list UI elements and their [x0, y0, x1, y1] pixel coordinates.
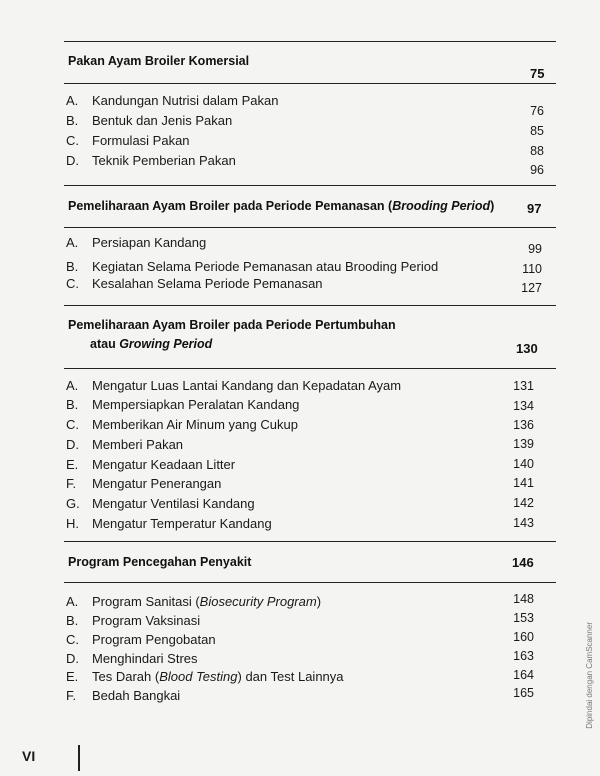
- section-rule: [64, 185, 556, 186]
- entry-page-number: 96: [530, 163, 544, 177]
- chapter-page-number: 97: [527, 201, 542, 216]
- toc-entry: B. Bentuk dan Jenis Pakan: [66, 113, 233, 128]
- chapter-page-number: 75: [530, 66, 545, 81]
- toc-entry: H. Mengatur Temperatur Kandang: [66, 516, 272, 531]
- entry-page-number: 163: [513, 649, 534, 663]
- entry-page-number: 136: [513, 418, 534, 432]
- toc-entry: A. Persiapan Kandang: [66, 235, 207, 250]
- toc-entry: C. Memberikan Air Minum yang Cukup: [66, 417, 298, 432]
- entry-page-number: 165: [513, 686, 534, 700]
- entry-page-number: 142: [513, 496, 534, 510]
- entry-page-number: 153: [513, 611, 534, 625]
- toc-entry: C. Kesalahan Selama Periode Pemanasan: [66, 276, 323, 291]
- entry-page-number: 143: [513, 516, 534, 530]
- toc-entry: F. Bedah Bangkai: [66, 688, 181, 703]
- folio-divider: [78, 745, 80, 771]
- entry-page-number: 139: [513, 437, 534, 451]
- toc-entry: C. Formulasi Pakan: [66, 133, 190, 148]
- toc-entry: A. Kandungan Nutrisi dalam Pakan: [66, 93, 279, 108]
- toc-entry: D. Memberi Pakan: [66, 437, 184, 452]
- chapter-title: Pemeliharaan Ayam Broiler pada Periode Pemanasan (Brooding Period): [68, 199, 495, 213]
- chapter-page-number: 130: [516, 341, 538, 356]
- section-rule: [64, 41, 556, 42]
- entry-page-number: 148: [513, 592, 534, 606]
- section-rule: [64, 227, 556, 228]
- toc-entry: B. Mempersiapkan Peralatan Kandang: [66, 397, 300, 412]
- section-rule: [64, 305, 556, 306]
- entry-page-number: 127: [521, 281, 542, 295]
- entry-page-number: 134: [513, 399, 534, 413]
- entry-page-number: 99: [528, 242, 542, 256]
- toc-entry: D. Menghindari Stres: [66, 651, 198, 666]
- entry-page-number: 164: [513, 668, 534, 682]
- chapter-title-line2: atau Growing Period: [90, 337, 213, 351]
- toc-entry: A. Program Sanitasi (Biosecurity Program): [66, 594, 322, 609]
- toc-entry: E. Tes Darah (Blood Testing) dan Test Lainnya: [66, 669, 344, 684]
- toc-entry: D. Teknik Pemberian Pakan: [66, 153, 236, 168]
- entry-page-number: 141: [513, 476, 534, 490]
- entry-page-number: 85: [530, 124, 544, 138]
- toc-entry: B. Kegiatan Selama Periode Pemanasan atau Brooding Period: [66, 259, 439, 274]
- scanner-watermark: Dipindai dengan CamScanner: [585, 622, 594, 729]
- chapter-page-number: 146: [512, 555, 534, 570]
- toc-entry: F. Mengatur Penerangan: [66, 476, 222, 491]
- toc-entry: B. Program Vaksinasi: [66, 613, 201, 628]
- toc-entry: A. Mengatur Luas Lantai Kandang dan Kepadatan Ayam: [66, 378, 402, 393]
- page-folio: VI: [22, 748, 36, 764]
- chapter-title: Pemeliharaan Ayam Broiler pada Periode Pertumbuhan: [68, 318, 396, 332]
- entry-page-number: 110: [522, 262, 542, 276]
- toc-entry: C. Program Pengobatan: [66, 632, 216, 647]
- section-rule: [64, 541, 556, 542]
- entry-page-number: 76: [530, 104, 544, 118]
- section-rule: [64, 83, 556, 84]
- entry-page-number: 160: [513, 630, 534, 644]
- toc-entry: G. Mengatur Ventilasi Kandang: [66, 496, 255, 511]
- entry-page-number: 140: [513, 457, 534, 471]
- chapter-title: Pakan Ayam Broiler Komersial: [68, 54, 250, 68]
- section-rule: [64, 582, 556, 583]
- section-rule: [64, 368, 556, 369]
- entry-page-number: 88: [530, 144, 544, 158]
- entry-page-number: 131: [513, 379, 534, 393]
- chapter-title: Program Pencegahan Penyakit: [68, 555, 252, 569]
- toc-entry: E. Mengatur Keadaan Litter: [66, 457, 236, 472]
